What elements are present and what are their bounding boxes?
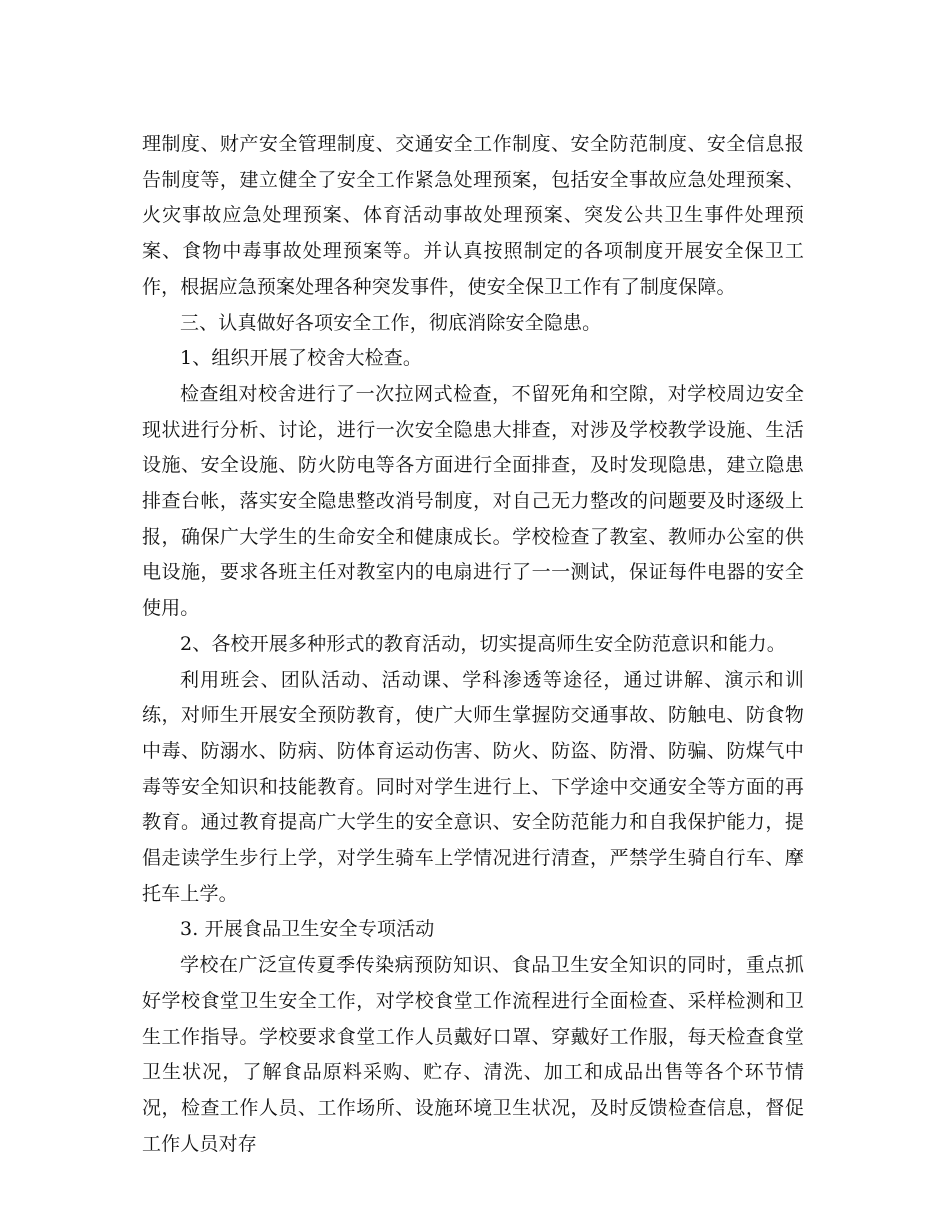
subheading-3: 3. 开展食品卫生安全专项活动 <box>180 918 435 941</box>
subheading-1: 1、组织开展了校舍大检查。 <box>180 347 423 370</box>
document-body <box>142 127 804 1162</box>
paragraph-inspection: 检查组对校舍进行了一次拉网式检查，不留死角和空隙，对学校周边安全现状进行分析、讨论，进行一次安全隐患大排查，对涉及学校教学设施、生活设施、安全设施、防火防电等各方面进行全面排查，及时发现隐患，建立隐患排查台帐，落实安全隐患整改消号制度，对自己无力整改的问题要及时逐级上报，确保广大学生的生命安全和健康成长。学校检查了教室、教师办公室的供电设施，要求各班主任对教室内的电扇进行了一一测试，保证每件电器的安全使用。 <box>142 382 804 620</box>
paragraph-food-safety: 学校在广泛宣传夏季传染病预防知识、食品卫生安全知识的同时，重点抓好学校食堂卫生安全工作，对学校食堂工作流程进行全面检查、采样检测和卫生工作指导。学校要求食堂工作人员戴好口罩、穿戴好工作服，每天检查食堂卫生状况，了解食品原料采购、贮存、清洗、加工和成品出售等各个环节情况，检查工作人员、工作场所、设施环境卫生状况，及时反馈检查信息，督促工作人员对存 <box>142 954 804 1155</box>
section-heading-3: 三、认真做好各项安全工作，彻底消除安全隐患。 <box>180 311 602 334</box>
paragraph-education: 利用班会、团队活动、活动课、学科渗透等途径，通过讲解、演示和训练，对师生开展安全预防教育，使广大师生掌握防交通事故、防触电、防食物中毒、防溺水、防病、防体育运动伤害、防火、防盗、防滑、防骗、防煤气中毒等安全知识和技能教育。同时对学生进行上、下学途中交通安全等方面的再教育。通过教育提高广大学生的安全意识、安全防范能力和自我保护能力，提倡走读学生步行上学，对学生骑车上学情况进行清查，严禁学生骑自行车、摩托车上学。 <box>142 668 804 905</box>
subheading-2: 2、各校开展多种形式的教育活动，切实提高师生安全防范意识和能力。 <box>180 632 786 655</box>
paragraph-1: 理制度、财产安全管理制度、交通安全工作制度、安全防范制度、安全信息报告制度等，建立健全了安全工作紧急处理预案，包括安全事故应急处理预案、火灾事故应急处理预案、体育活动事故处理预案、突发公共卫生事件处理预案、食物中毒事故处理预案等。并认真按照制定的各项制度开展安全保卫工作，根据应急预案处理各种突发事件，使安全保卫工作有了制度保障。 <box>142 133 804 298</box>
